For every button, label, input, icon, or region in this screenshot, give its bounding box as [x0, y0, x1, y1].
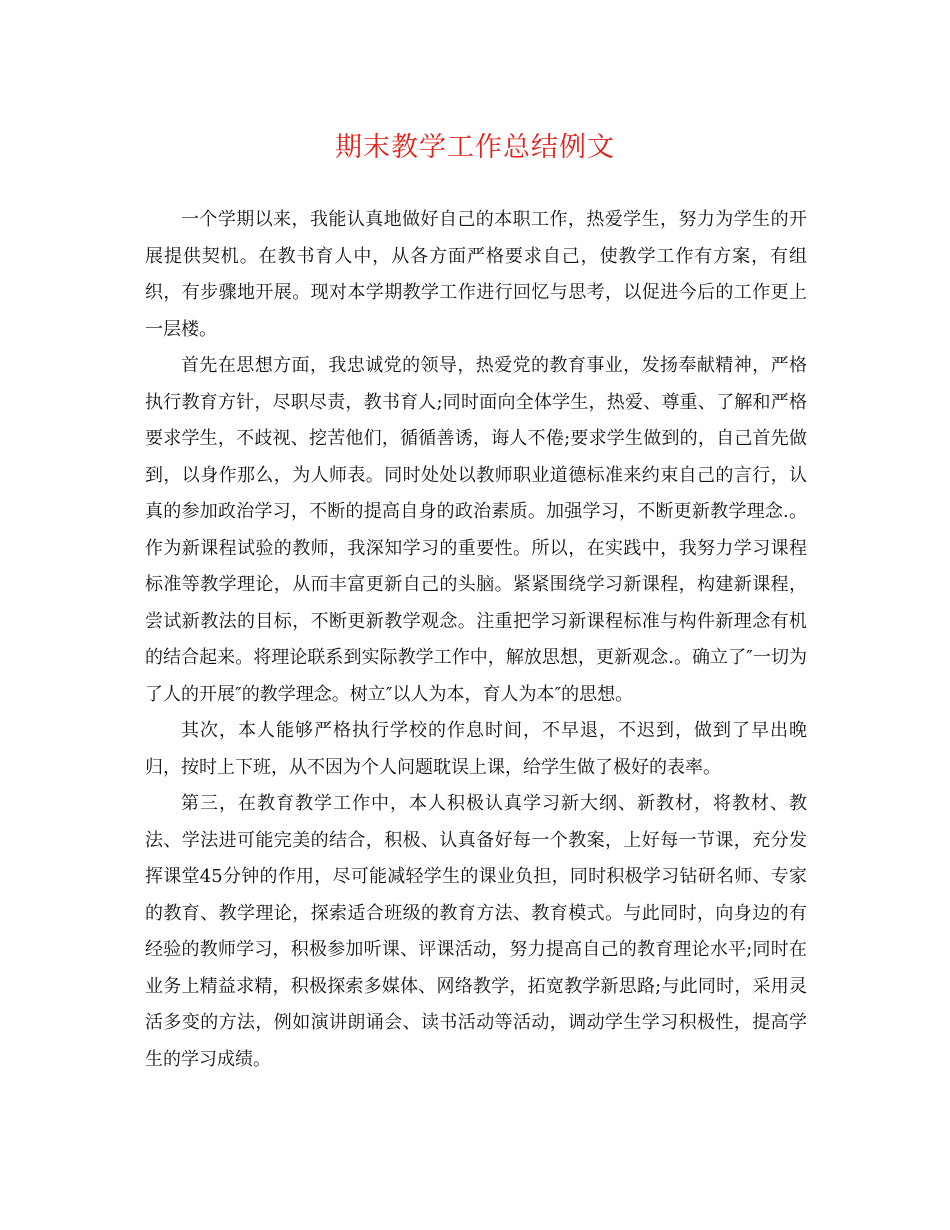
document-title: 期末教学工作总结例文: [335, 132, 615, 163]
paragraph-teaching: 第三，在教育教学工作中，本人积极认真学习新大纲、新教材，将教材、教法、学法进可能完美的结合，积极、认真备好每一个教案，上好每一节课，充分发挥课堂45分钟的作用，尽可能减轻学生的课业负担，同时积极学习钻研名师、专家的教育、教学理论，探索适合班级的教育方法、教育模式。与此同时，向身边的有经验的教师学习，积极参加听课、评课活动，努力提高自己的教育理论水平;同时在业务上精益求精，积极探索多媒体、网络教学，拓宽教学新思路;与此同时，采用灵活多变的方法，例如演讲朗诵会、读书活动等活动，调动学生学习积极性，提高学生的学习成绩。: [145, 793, 807, 1070]
paragraph-discipline: 其次，本人能够严格执行学校的作息时间，不早退，不迟到，做到了早出晚归，按时上下班，从不因为个人问题耽误上课，给学生做了极好的表率。: [145, 720, 807, 778]
document-body: [145, 202, 807, 1078]
paragraph-intro: 一个学期以来，我能认真地做好自己的本职工作，热爱学生，努力为学生的开展提供契机。在教书育人中，从各方面严格要求自己，使教学工作有方案，有组织，有步骤地开展。现对本学期教学工作进行回忆与思考，以促进今后的工作更上一层楼。: [145, 209, 807, 340]
paragraph-ideology: 首先在思想方面，我忠诚党的领导，热爱党的教育事业，发扬奉献精神，严格执行教育方针，尽职尽责，教书育人;同时面向全体学生，热爱、尊重、了解和严格要求学生，不歧视、挖苦他们，循循善诱，诲人不倦;要求学生做到的，自己首先做到，以身作那么，为人师表。同时处处以教师职业道德标准来约束自己的言行，认真的参加政治学习，不断的提高自身的政治素质。加强学习，不断更新教学理念.。作为新课程试验的教师，我深知学习的重要性。所以，在实践中，我努力学习课程标准等教学理论，从而丰富更新自己的头脑。紧紧围绕学习新课程，构建新课程，尝试新教法的目标，不断更新教学观念。注重把学习新课程标准与构件新理念有机的结合起来。将理论联系到实际教学工作中，解放思想，更新观念.。确立了″一切为了人的开展″的教学理念。树立″以人为本，育人为本″的思想。: [145, 355, 807, 705]
